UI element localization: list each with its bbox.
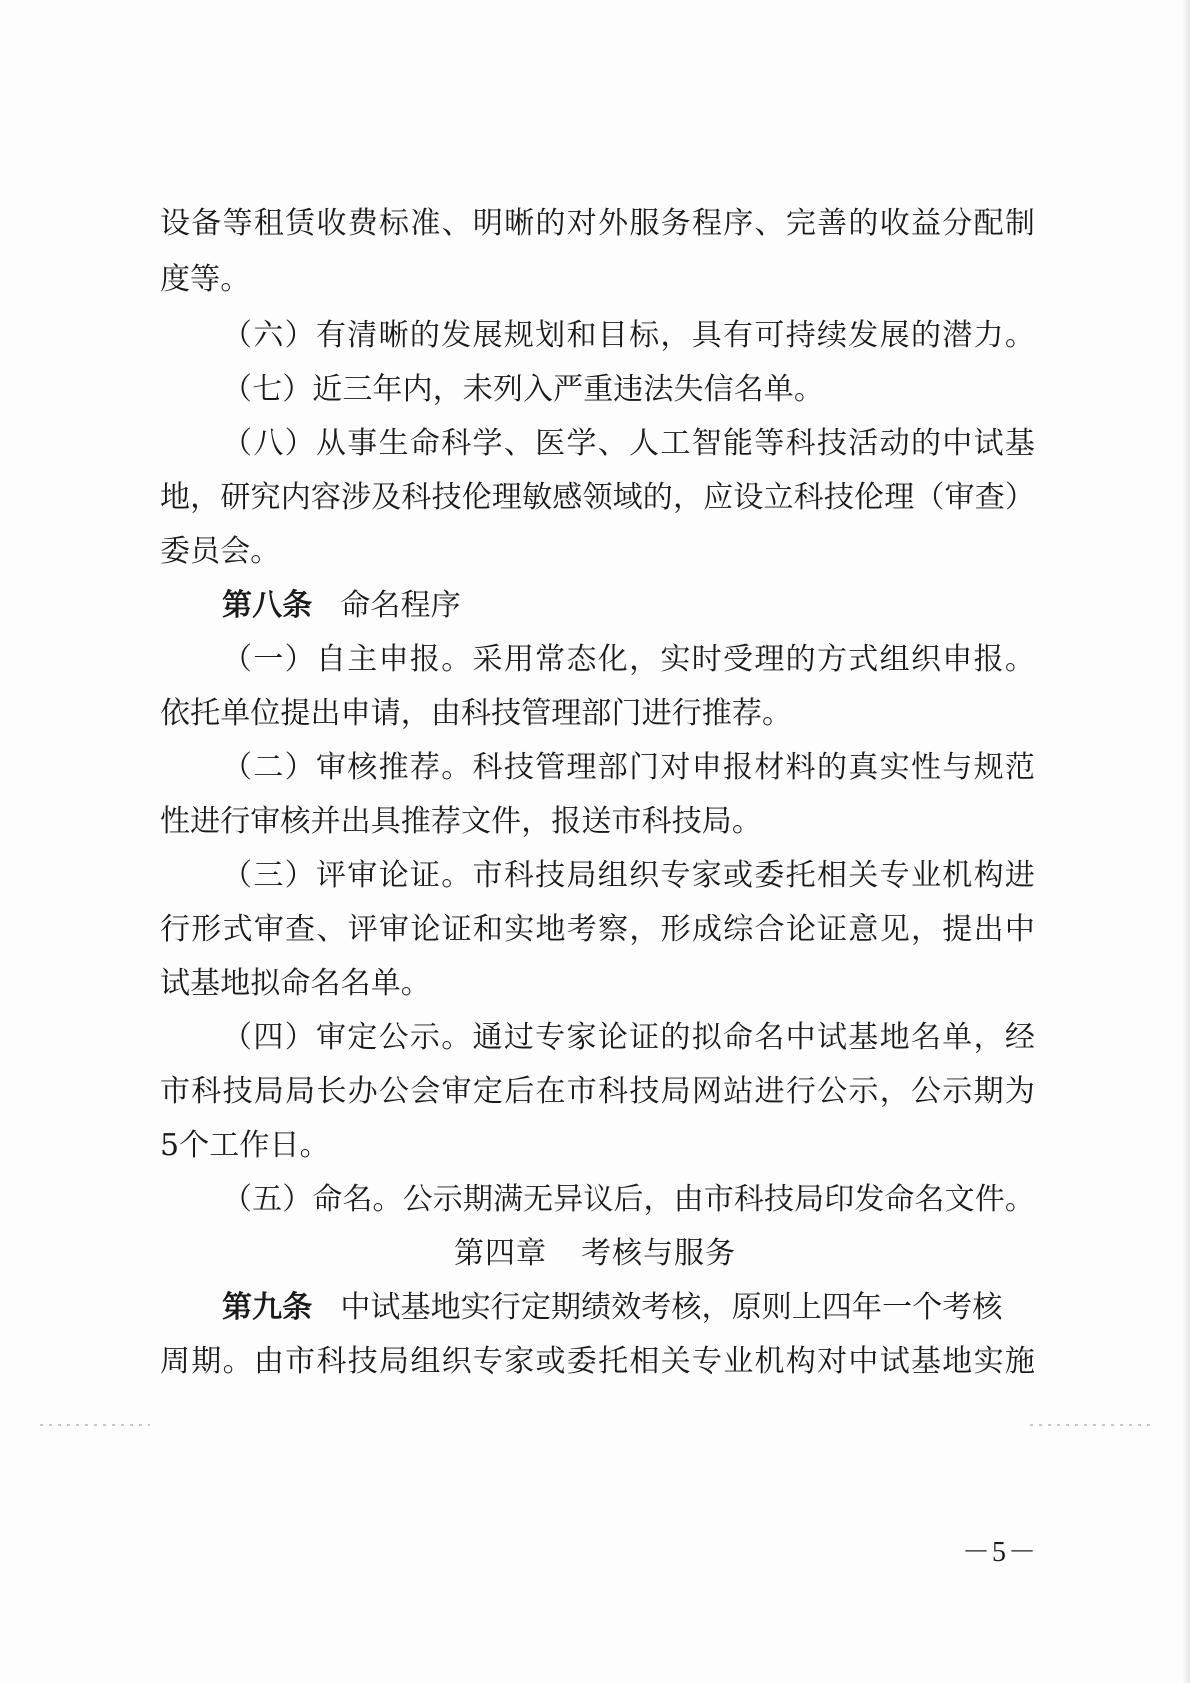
paragraph-line: 周期。由市科技局组织专家或委托相关专业机构对中试基地实施 <box>160 1344 1035 1379</box>
paragraph-line: 市科技局局长办公会审定后在市科技局网站进行公示，公示期为 <box>160 1074 1035 1109</box>
chapter-heading <box>0 1236 1190 1272</box>
paragraph-line: 度等。 <box>160 262 251 297</box>
item-six: （六）有清晰的发展规划和目标，具有可持续发展的潜力。 <box>222 318 1035 353</box>
page-number: －5－ <box>961 1537 1038 1568</box>
article-8-heading <box>222 588 1035 628</box>
item-three: （三）评审论证。市科技局组织专家或委托相关专业机构进 <box>222 858 1035 893</box>
chapter-number: 第四章 <box>454 1236 547 1271</box>
scan-artifact-left <box>40 1424 150 1426</box>
paragraph-line: 依托单位提出申请，由科技管理部门进行推荐。 <box>160 696 793 731</box>
paragraph-line: 地，研究内容涉及科技伦理敏感领域的，应设立科技伦理（审查） <box>160 480 1035 515</box>
item-seven: （七）近三年内，未列入严重违法失信名单。 <box>222 372 824 407</box>
item-four: （四）审定公示。通过专家论证的拟命名中试基地名单，经 <box>222 1020 1035 1055</box>
item-two: （二）审核推荐。科技管理部门对申报材料的真实性与规范 <box>222 750 1035 785</box>
item-eight: （八）从事生命科学、医学、人工智能等科技活动的中试基 <box>222 426 1035 461</box>
article-9-text: 中试基地实行定期绩效考核，原则上四年一个考核 <box>340 1290 1003 1325</box>
paragraph-line: 性进行审核并出具推荐文件，报送市科技局。 <box>160 804 762 839</box>
paragraph-line: 试基地拟命名名单。 <box>160 966 431 1001</box>
paragraph-line: 行形式审查、评审论证和实地考察，形成综合论证意见，提出中 <box>160 912 1035 947</box>
item-one: （一）自主申报。采用常态化，实时受理的方式组织申报。 <box>222 642 1035 677</box>
article-9-label: 第九条 <box>222 1290 313 1325</box>
item-five: （五）命名。公示期满无异议后，由市科技局印发命名文件。 <box>222 1182 1035 1217</box>
page-edge-shadow <box>1182 0 1190 1683</box>
article-8-title: 命名程序 <box>340 588 461 623</box>
article-8-label: 第八条 <box>222 588 313 623</box>
scan-artifact-right <box>1030 1424 1150 1426</box>
paragraph-line: 5个工作日。 <box>160 1128 330 1163</box>
chapter-title: 考核与服务 <box>581 1236 736 1271</box>
article-9-line <box>222 1290 1035 1330</box>
paragraph-line: 委员会。 <box>160 534 281 569</box>
paragraph-line: 设备等租赁收费标准、明晰的对外服务程序、完善的收益分配制 <box>160 206 1035 241</box>
